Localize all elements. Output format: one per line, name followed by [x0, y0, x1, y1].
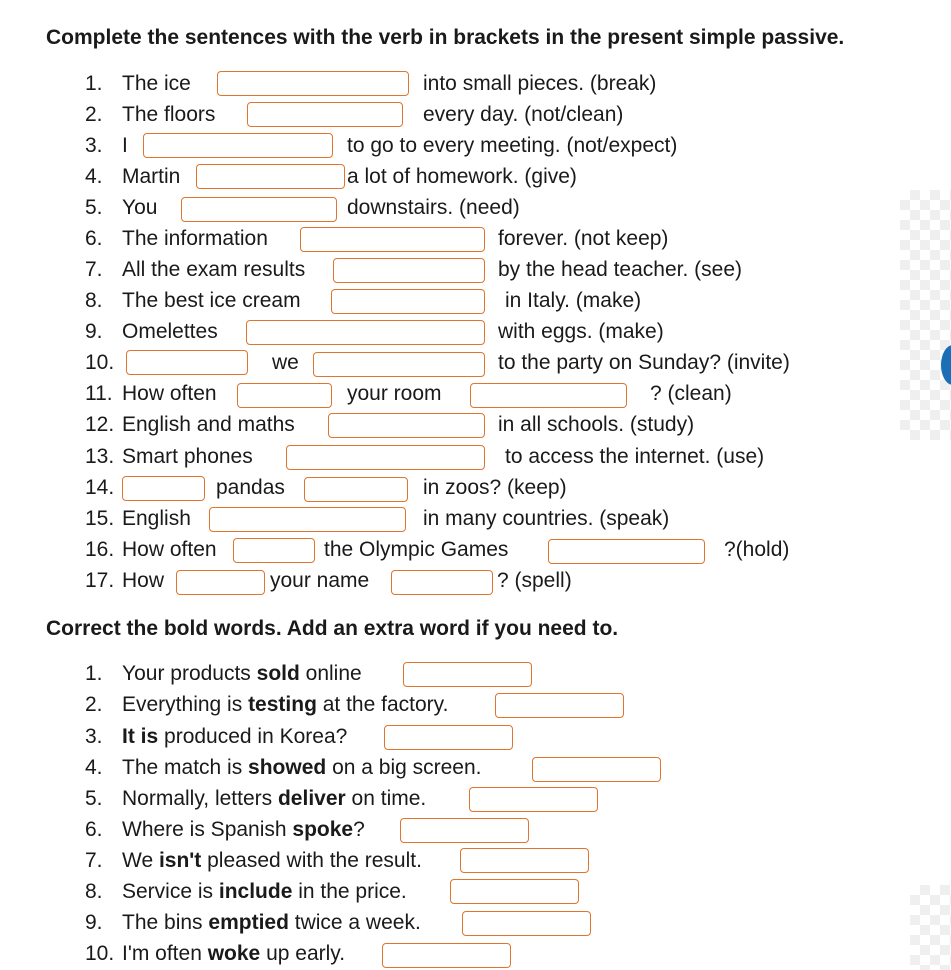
- item-sentence: [122, 911, 421, 935]
- item-text: in zoos? (keep): [423, 476, 567, 499]
- sentence-pre: The match is: [122, 756, 249, 779]
- sentence-post: pleased with the result.: [201, 849, 422, 872]
- answer-field[interactable]: [176, 570, 265, 595]
- item-number: 4.: [85, 756, 103, 779]
- item-text: in many countries. (speak): [423, 507, 670, 530]
- item-number: 15.: [85, 507, 115, 530]
- sentence-pre: We: [122, 849, 159, 872]
- answer-field[interactable]: [532, 757, 661, 782]
- item-text: downstairs. (need): [347, 196, 520, 219]
- answer-field[interactable]: [548, 539, 705, 564]
- sentence-post: produced in Korea?: [158, 725, 348, 748]
- item-number: 1.: [85, 72, 103, 95]
- item-number: 9.: [85, 320, 103, 343]
- item-text: Smart phones: [122, 445, 253, 468]
- item-text: Martin: [122, 165, 181, 188]
- answer-field[interactable]: [209, 507, 406, 532]
- bold-word: spoke: [292, 818, 354, 841]
- item-text: The ice: [122, 72, 191, 95]
- answer-field[interactable]: [450, 879, 579, 904]
- sentence-pre: Your products: [122, 662, 257, 685]
- item-number: 6.: [85, 227, 103, 250]
- bold-word: woke: [207, 942, 261, 965]
- answer-field[interactable]: [246, 320, 485, 345]
- item-text: to access the internet. (use): [505, 445, 765, 468]
- item-text: to go to every meeting. (not/expect): [347, 134, 678, 157]
- checker-decoration-bottom: [910, 885, 951, 970]
- item-text: The floors: [122, 103, 216, 126]
- item-number: 2.: [85, 103, 103, 126]
- item-number: 3.: [85, 134, 103, 157]
- answer-field[interactable]: [247, 102, 403, 127]
- item-number: 11.: [85, 382, 113, 405]
- item-text: into small pieces. (break): [423, 72, 657, 95]
- item-number: 10.: [85, 942, 115, 965]
- answer-field[interactable]: [181, 197, 337, 222]
- sentence-pre: Where is Spanish: [122, 818, 293, 841]
- item-number: 12.: [85, 413, 115, 436]
- answer-field[interactable]: [462, 911, 591, 936]
- item-text: pandas: [216, 476, 285, 499]
- item-number: 5.: [85, 196, 103, 219]
- answer-field[interactable]: [237, 383, 332, 408]
- sentence-post: at the factory.: [316, 693, 449, 716]
- item-text: in all schools. (study): [498, 413, 695, 436]
- item-sentence: [122, 849, 422, 873]
- answer-field[interactable]: [460, 848, 589, 873]
- sentence-post: on time.: [345, 787, 427, 810]
- item-number: 17.: [85, 569, 115, 592]
- item-text: to the party on Sunday? (invite): [498, 351, 790, 374]
- bold-word: include: [218, 880, 293, 903]
- answer-field[interactable]: [143, 133, 333, 158]
- item-number: 13.: [85, 445, 115, 468]
- item-sentence: [122, 693, 448, 717]
- item-number: 4.: [85, 165, 103, 188]
- answer-field[interactable]: [391, 570, 493, 595]
- item-number: 10.: [85, 351, 115, 374]
- item-text: forever. (not keep): [498, 227, 669, 250]
- item-number: 16.: [85, 538, 115, 561]
- item-number: 8.: [85, 880, 103, 903]
- item-text: You: [122, 196, 158, 219]
- item-text: the Olympic Games: [324, 538, 509, 561]
- answer-field[interactable]: [313, 352, 485, 377]
- item-text: The best ice cream: [122, 289, 301, 312]
- item-text: your room: [347, 382, 442, 405]
- item-number: 3.: [85, 725, 103, 748]
- answer-field[interactable]: [286, 445, 485, 470]
- sentence-post: ?: [353, 818, 365, 841]
- answer-field[interactable]: [328, 413, 485, 438]
- answer-field[interactable]: [122, 476, 205, 501]
- sentence-pre: Normally, letters: [122, 787, 278, 810]
- item-text: in Italy. (make): [505, 289, 642, 312]
- bold-word: It is: [122, 725, 159, 748]
- item-sentence: [122, 725, 347, 749]
- sentence-post: online: [299, 662, 362, 685]
- sentence-pre: I'm often: [122, 942, 208, 965]
- item-text: ?(hold): [724, 538, 790, 561]
- answer-field[interactable]: [470, 383, 627, 408]
- item-text: How often: [122, 538, 217, 561]
- answer-field[interactable]: [233, 538, 315, 563]
- sentence-pre: Everything is: [122, 693, 249, 716]
- item-number: 7.: [85, 849, 103, 872]
- section1-heading: Complete the sentences with the verb in brackets in the present simple passive.: [46, 26, 845, 49]
- bold-word: showed: [248, 756, 327, 779]
- item-text: Omelettes: [122, 320, 218, 343]
- sentence-post: on a big screen.: [326, 756, 482, 779]
- answer-field[interactable]: [495, 693, 624, 718]
- item-text: How: [122, 569, 165, 592]
- item-text: How often: [122, 382, 217, 405]
- item-sentence: [122, 787, 426, 811]
- item-text: with eggs. (make): [498, 320, 664, 343]
- item-text: your name: [270, 569, 370, 592]
- checker-decoration-top: [900, 190, 951, 440]
- bold-word: testing: [248, 693, 317, 716]
- answer-field[interactable]: [196, 164, 345, 189]
- answer-field[interactable]: [300, 227, 485, 252]
- item-sentence: [122, 942, 345, 966]
- item-number: 14.: [85, 476, 115, 499]
- bold-word: deliver: [277, 787, 346, 810]
- sentence-pre: The bins: [122, 911, 209, 934]
- answer-field[interactable]: [400, 818, 529, 843]
- item-text: ? (spell): [497, 569, 572, 592]
- item-text: All the exam results: [122, 258, 306, 281]
- item-sentence: [122, 880, 407, 904]
- sentence-post: twice a week.: [288, 911, 421, 934]
- sentence-pre: Service is: [122, 880, 219, 903]
- sentence-post: in the price.: [292, 880, 407, 903]
- item-text: a lot of homework. (give): [347, 165, 577, 188]
- item-number: 6.: [85, 818, 103, 841]
- item-text: English: [122, 507, 191, 530]
- answer-field[interactable]: [304, 477, 408, 502]
- answer-field[interactable]: [384, 725, 513, 750]
- item-text: English and maths: [122, 413, 295, 436]
- answer-field[interactable]: [126, 350, 248, 375]
- item-text: I: [122, 134, 128, 157]
- answer-field[interactable]: [333, 258, 485, 283]
- item-number: 9.: [85, 911, 103, 934]
- bold-word: emptied: [208, 911, 289, 934]
- answer-field[interactable]: [382, 943, 511, 968]
- answer-field[interactable]: [217, 71, 409, 96]
- item-text: by the head teacher. (see): [498, 258, 742, 281]
- item-number: 2.: [85, 693, 103, 716]
- sentence-post: up early.: [260, 942, 346, 965]
- item-text: we: [272, 351, 299, 374]
- item-text: every day. (not/clean): [423, 103, 624, 126]
- item-number: 7.: [85, 258, 103, 281]
- item-number: 1.: [85, 662, 103, 685]
- section2-heading: Correct the bold words. Add an extra word if you need to.: [46, 617, 619, 640]
- bold-word: sold: [256, 662, 300, 685]
- item-text: The information: [122, 227, 268, 250]
- item-sentence: [122, 662, 362, 686]
- answer-field[interactable]: [403, 662, 532, 687]
- answer-field[interactable]: [469, 787, 598, 812]
- item-text: ? (clean): [650, 382, 732, 405]
- item-sentence: [122, 756, 482, 780]
- item-number: 8.: [85, 289, 103, 312]
- item-number: 5.: [85, 787, 103, 810]
- item-sentence: [122, 818, 365, 842]
- answer-field[interactable]: [331, 289, 485, 314]
- bold-word: isn't: [158, 849, 202, 872]
